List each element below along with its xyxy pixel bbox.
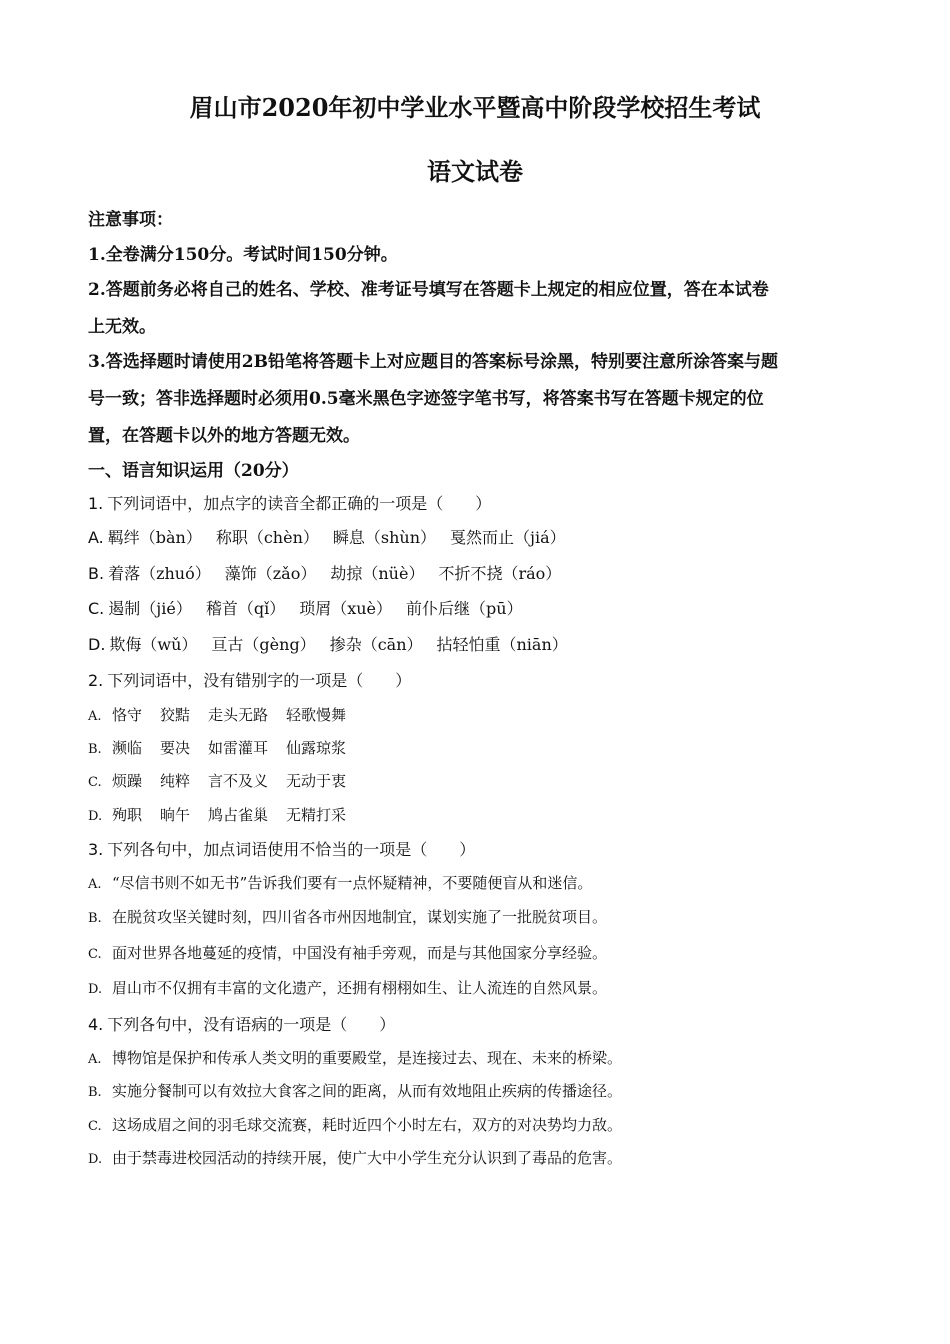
q1-option-b [88, 561, 862, 584]
q4-option-a [88, 1047, 862, 1068]
option-label: C. [88, 599, 105, 618]
option-label: B. [88, 742, 102, 757]
option-label: B. [88, 564, 105, 583]
question-number: 3. [88, 840, 104, 859]
option-word: 濒临 [112, 739, 143, 757]
question-text: 下列各句中，加点词语使用不恰当的一项是（ ） [107, 840, 476, 859]
q2-option-c [88, 770, 862, 791]
option-word: 如雷灌耳 [208, 739, 269, 757]
option-word: 前仆后继（pū） [406, 599, 523, 618]
option-label: A. [88, 528, 104, 547]
question-2-stem [88, 668, 862, 691]
option-word: 掺杂（cān） [329, 635, 423, 654]
option-word: 琐屑（xuè） [299, 599, 393, 618]
q3-option-d [88, 977, 862, 998]
option-text: 面对世界各地蔓延的疫情，中国没有袖手旁观，而是与其他国家分享经验。 [112, 944, 608, 962]
option-label: B. [88, 911, 102, 926]
option-text: “尽信书则不如无书”告诉我们要有一点怀疑精神，不要随便盲从和迷信。 [112, 874, 593, 892]
option-word: 遏制（jié） [108, 599, 192, 618]
option-label: C. [88, 1119, 102, 1134]
option-word: 亘古（gèng） [211, 635, 316, 654]
option-word: 无动于衷 [286, 772, 347, 790]
option-label: B. [88, 1085, 102, 1100]
question-text: 下列各句中，没有语病的一项是（ ） [107, 1015, 396, 1034]
option-word: 仙露琼浆 [286, 739, 347, 757]
notes-line: 3.答选择题时请使用2B铅笔将答题卡上对应题目的答案标号涂黑，特别要注意所涂答案与题 [88, 352, 778, 372]
option-word: 纯粹 [160, 772, 191, 790]
option-word: 稽首（qǐ） [205, 599, 286, 618]
question-text: 下列词语中，加点字的读音全都正确的一项是（ ） [107, 494, 492, 513]
q4-option-c [88, 1114, 862, 1135]
q1-option-a [88, 525, 862, 548]
q2-option-b [88, 737, 862, 758]
option-label: C. [88, 947, 102, 962]
option-word: 殉职 [112, 806, 143, 824]
q3-option-a [88, 872, 862, 893]
option-word: 不折不挠（ráo） [438, 564, 562, 583]
option-label: D. [88, 982, 103, 997]
q1-option-d [88, 632, 862, 655]
option-word: 瞬息（shùn） [332, 528, 437, 547]
notes-line: 2.答题前务必将自己的姓名、学校、准考证号填写在答题卡上规定的相应位置，答在本试卷 [88, 280, 769, 300]
question-number: 1. [88, 494, 104, 513]
option-text: 实施分餐制可以有效拉大食客之间的距离，从而有效地阻止疾病的传播途径。 [112, 1082, 623, 1100]
q4-option-b [88, 1080, 862, 1101]
option-label: A. [88, 877, 102, 892]
notes-line: 1.全卷满分150分。考试时间150分钟。 [88, 245, 398, 265]
option-word: 恪守 [112, 706, 143, 724]
question-3-stem [88, 837, 862, 860]
option-word: 狡黠 [160, 706, 191, 724]
option-word: 烦躁 [112, 772, 143, 790]
option-word: 藻饰（zǎo） [224, 564, 317, 583]
section-heading: 一、语言知识运用（20分） [88, 461, 299, 481]
option-label: A. [88, 1052, 102, 1067]
q2-option-a [88, 704, 862, 725]
option-word: 劫掠（nüè） [330, 564, 425, 583]
option-label: D. [88, 635, 106, 654]
q2-option-d [88, 804, 862, 825]
q3-option-b [88, 906, 862, 927]
question-4-stem [88, 1012, 862, 1035]
q4-option-d [88, 1147, 862, 1168]
option-text: 眉山市不仅拥有丰富的文化遗产，还拥有栩栩如生、让人流连的自然风景。 [112, 979, 608, 997]
option-word: 着落（zhuó） [108, 564, 211, 583]
option-word: 言不及义 [208, 772, 269, 790]
option-word: 走头无路 [208, 706, 269, 724]
option-text: 博物馆是保护和传承人类文明的重要殿堂，是连接过去、现在、未来的桥梁。 [112, 1049, 623, 1067]
exam-title: 眉山市2020年初中学业水平暨高中阶段学校招生考试 [189, 93, 761, 122]
option-label: D. [88, 809, 103, 824]
question-1-stem [88, 491, 862, 514]
notes-line: 置，在答题卡以外的地方答题无效。 [88, 426, 360, 446]
notes-line: 上无效。 [88, 317, 156, 337]
option-word: 拈轻怕重（niān） [436, 635, 568, 654]
option-word: 轻歌慢舞 [286, 706, 347, 724]
option-label: A. [88, 709, 102, 724]
q1-option-c [88, 596, 862, 619]
option-word: 鸠占雀巢 [208, 806, 269, 824]
option-label: C. [88, 775, 102, 790]
question-number: 2. [88, 671, 104, 690]
q3-option-c [88, 942, 862, 963]
option-word: 戛然而止（jiá） [450, 528, 566, 547]
option-word: 要决 [160, 739, 191, 757]
option-word: 无精打采 [286, 806, 347, 824]
notes-heading: 注意事项： [88, 210, 173, 230]
option-word: 称职（chèn） [215, 528, 319, 547]
question-text: 下列词语中，没有错别字的一项是（ ） [107, 671, 412, 690]
notes-line: 号一致；答非选择题时必须用0.5毫米黑色字迹签字笔书写，将答案书写在答题卡规定的位 [88, 389, 764, 409]
option-label: D. [88, 1152, 103, 1167]
option-text: 在脱贫攻坚关键时刻，四川省各市州因地制宜，谋划实施了一批脱贫项目。 [112, 908, 608, 926]
option-text: 由于禁毒进校园活动的持续开展，使广大中小学生充分认识到了毒品的危害。 [112, 1149, 623, 1167]
exam-subtitle: 语文试卷 [427, 157, 523, 186]
question-number: 4. [88, 1015, 104, 1034]
option-text: 这场成眉之间的羽毛球交流赛，耗时近四个小时左右，双方的对决势均力敌。 [112, 1116, 623, 1134]
option-word: 羁绊（bàn） [107, 528, 202, 547]
option-word: 欺侮（wǔ） [109, 635, 198, 654]
option-word: 晌午 [160, 806, 191, 824]
